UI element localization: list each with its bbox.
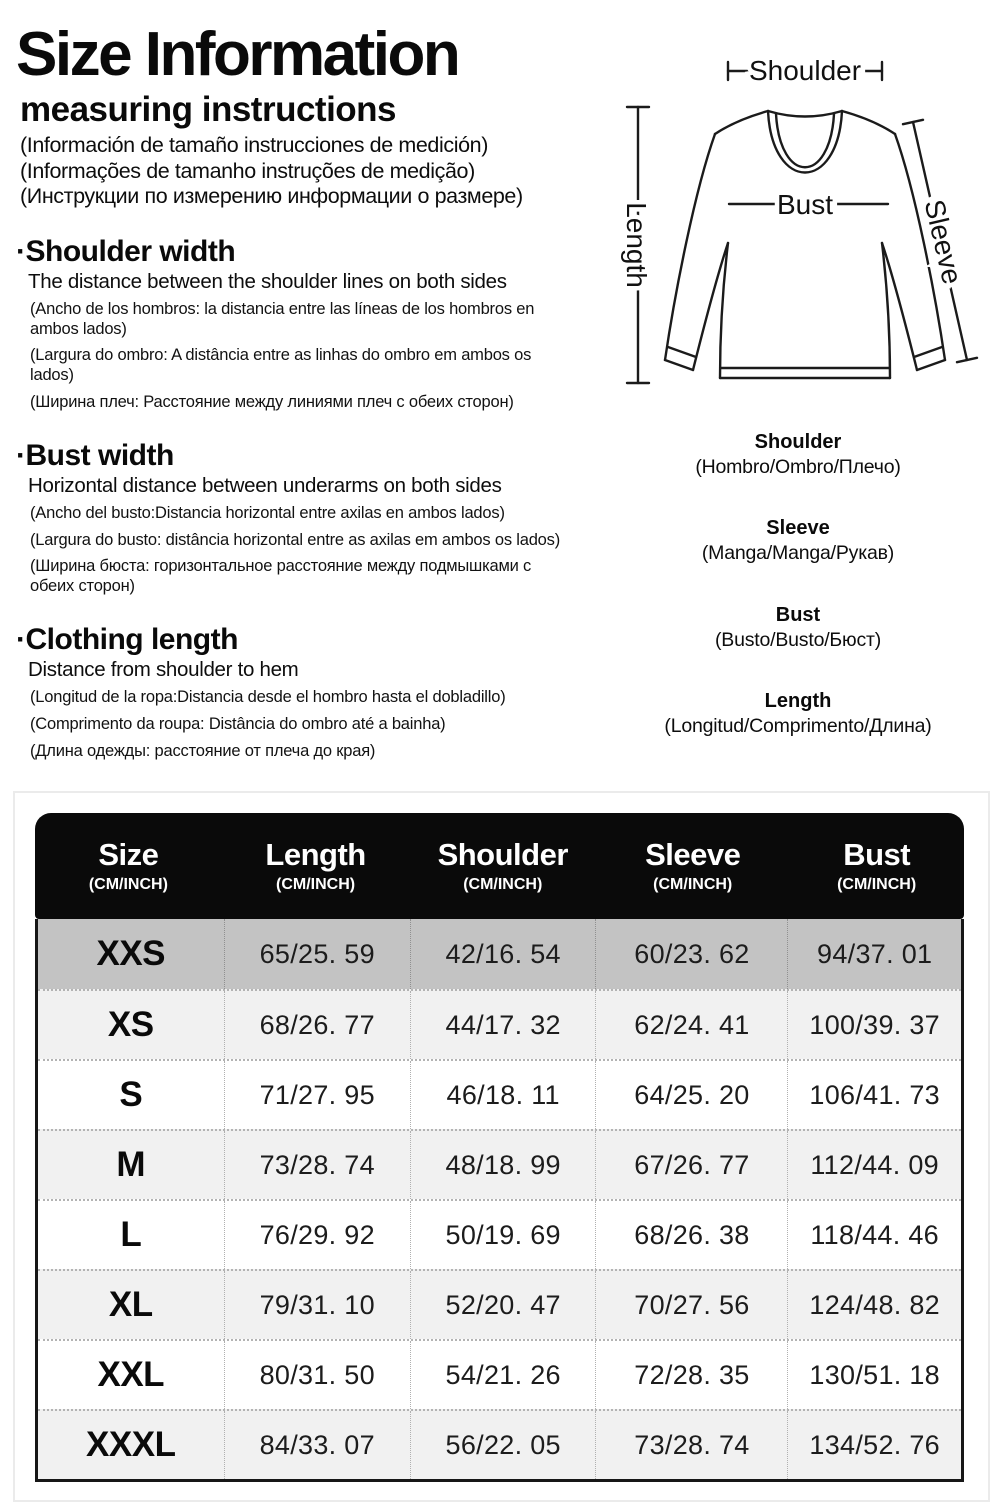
table-row-xxxl <box>38 1409 961 1479</box>
section-translations <box>30 300 570 413</box>
section-clothing-length <box>16 623 594 761</box>
translation-ru: (Ширина бюста: горизонтальное расстояние между подмышками с обеих сторон) <box>30 557 532 596</box>
shoulder-value: 46/18. 11 <box>410 1061 596 1129</box>
sleeve-value: 68/26. 38 <box>595 1201 787 1269</box>
diagram-sleeve-label: Sleeve <box>918 196 968 288</box>
table-row-xxl <box>38 1339 961 1409</box>
shoulder-value: 52/20. 47 <box>410 1271 596 1339</box>
bust-value: 106/41. 73 <box>787 1061 961 1129</box>
shoulder-value: 48/18. 99 <box>410 1131 596 1199</box>
bust-value: 134/52. 76 <box>787 1411 961 1479</box>
sleeve-value: 70/27. 56 <box>595 1271 787 1339</box>
length-value: 65/25. 59 <box>224 919 410 989</box>
length-value: 84/33. 07 <box>224 1411 410 1479</box>
sleeve-value: 60/23. 62 <box>595 919 787 989</box>
unit-label: (CM/INCH) <box>88 875 168 893</box>
legend-name: Length <box>764 690 832 713</box>
bullet-icon: · <box>16 622 26 656</box>
legend-translation: (Hombro/Ombro/Плечо) <box>695 456 901 478</box>
length-value: 68/26. 77 <box>224 991 410 1059</box>
unit-label: (CM/INCH) <box>653 875 733 893</box>
measurement-legend <box>602 430 994 776</box>
bust-value: 100/39. 37 <box>787 991 961 1059</box>
section-title: Bust width <box>25 438 174 472</box>
subtitle-translation-pt: (Informações de tamanho instruções de medição) <box>20 158 475 183</box>
section-description: Distance from shoulder to hem <box>28 657 299 681</box>
size-table-header <box>35 813 964 919</box>
subtitle-translation-es: (Información de tamaño instrucciones de medición) <box>20 132 488 157</box>
page-title: Size Information <box>16 20 459 89</box>
legend-translation: (Busto/Busto/Бюст) <box>714 628 882 651</box>
size-label: XL <box>108 1285 153 1324</box>
size-label: XXL <box>97 1355 165 1394</box>
bust-value: 124/48. 82 <box>787 1271 961 1339</box>
section-title: Shoulder width <box>25 234 236 268</box>
subtitle-translations <box>16 134 594 209</box>
translation-es: (Ancho del busto:Distancia horizontal entre axilas en ambos lados) <box>30 503 505 522</box>
legend-translation: (Manga/Manga/Рукав) <box>701 542 895 565</box>
bust-value: 130/51. 18 <box>787 1341 961 1409</box>
length-value: 71/27. 95 <box>224 1061 410 1129</box>
table-row-xxs <box>38 919 961 989</box>
length-value: 79/31. 10 <box>224 1271 410 1339</box>
legend-name: Bust <box>775 603 821 626</box>
legend-item-shoulder <box>602 430 994 479</box>
sleeve-value: 67/26. 77 <box>595 1131 787 1199</box>
size-label: XXS <box>96 934 166 973</box>
shoulder-value: 44/17. 32 <box>410 991 596 1059</box>
length-value: 73/28. 74 <box>224 1131 410 1199</box>
instructions-column <box>16 22 594 768</box>
legend-name: Shoulder <box>754 431 842 453</box>
sleeve-value: 62/24. 41 <box>595 991 787 1059</box>
legend-name: Sleeve <box>766 517 830 540</box>
section-translations <box>30 504 570 597</box>
length-value: 80/31. 50 <box>224 1341 410 1409</box>
size-label: L <box>120 1215 142 1254</box>
translation-pt: (Comprimento da roupa: Distância do ombro até a bainha) <box>30 714 446 733</box>
section-description: The distance between the shoulder lines on both sides <box>28 269 507 293</box>
shirt-diagram-svg <box>600 30 1000 430</box>
table-row-xl <box>38 1269 961 1339</box>
shoulder-value: 54/21. 26 <box>410 1341 596 1409</box>
shirt-measurement-diagram <box>600 30 1000 430</box>
table-row-l <box>38 1199 961 1269</box>
size-label: S <box>119 1075 143 1114</box>
column-header-length: Length (CM/INCH) <box>222 838 410 893</box>
bust-value: 118/44. 46 <box>787 1201 961 1269</box>
diagram-shoulder-label: Shoulder <box>748 55 862 86</box>
legend-item-sleeve <box>602 516 994 565</box>
diagram-length-label: Length <box>621 202 652 288</box>
legend-item-bust <box>602 603 994 652</box>
translation-es: (Ancho de los hombros: la distancia entre las líneas de los hombros en ambos lados) <box>30 299 535 338</box>
bullet-icon: · <box>16 234 26 268</box>
column-header-sleeve: Sleeve (CM/INCH) <box>596 838 789 893</box>
diagram-bust-label: Bust <box>776 189 834 220</box>
unit-label: (CM/INCH) <box>837 875 917 893</box>
column-header-size: Size (CM/INCH) <box>35 838 222 893</box>
bullet-icon: · <box>16 438 26 472</box>
sleeve-value: 64/25. 20 <box>595 1061 787 1129</box>
section-description: Horizontal distance between underarms on both sides <box>28 473 502 497</box>
unit-label: (CM/INCH) <box>463 875 543 893</box>
column-header-bust: Bust (CM/INCH) <box>789 838 964 893</box>
size-label: XS <box>107 1005 154 1044</box>
sleeve-value: 72/28. 35 <box>595 1341 787 1409</box>
unit-label: (CM/INCH) <box>276 875 356 893</box>
translation-ru: (Ширина плеч: Расстояние между линиями плеч с обеих сторон) <box>30 393 514 412</box>
subtitle-translation-ru: (Инструкции по измерению информации о размере) <box>20 184 523 209</box>
sleeve-value: 73/28. 74 <box>595 1411 787 1479</box>
section-bust-width <box>16 439 594 597</box>
page-subtitle: measuring instructions <box>20 89 397 129</box>
bust-value: 112/44. 09 <box>787 1131 961 1199</box>
shoulder-value: 50/19. 69 <box>410 1201 596 1269</box>
legend-item-length <box>602 689 994 738</box>
size-label: XXXL <box>86 1425 176 1464</box>
size-label: M <box>116 1145 146 1184</box>
size-table-body <box>35 919 964 1482</box>
translation-ru: (Длина одежды: расстояние от плеча до края) <box>30 741 376 760</box>
translation-pt: (Largura do ombro: A distância entre as linhas do ombro em ambos os lados) <box>30 346 532 385</box>
table-row-s <box>38 1059 961 1129</box>
bust-value: 94/37. 01 <box>787 919 961 989</box>
translation-es: (Longitud de la ropa:Distancia desde el hombro hasta el dobladillo) <box>30 687 506 706</box>
size-table-card <box>13 791 990 1502</box>
section-shoulder-width <box>16 235 594 413</box>
translation-pt: (Largura do busto: distância horizontal entre as axilas em ambos os lados) <box>30 530 560 549</box>
section-title: Clothing length <box>25 622 238 656</box>
shoulder-value: 56/22. 05 <box>410 1411 596 1479</box>
shoulder-value: 42/16. 54 <box>410 919 596 989</box>
table-row-xs <box>38 989 961 1059</box>
legend-translation: (Longitud/Comprimento/Длина) <box>664 715 932 738</box>
section-translations <box>30 688 570 761</box>
table-row-m <box>38 1129 961 1199</box>
column-header-shoulder: Shoulder (CM/INCH) <box>409 838 596 893</box>
length-value: 76/29. 92 <box>224 1201 410 1269</box>
